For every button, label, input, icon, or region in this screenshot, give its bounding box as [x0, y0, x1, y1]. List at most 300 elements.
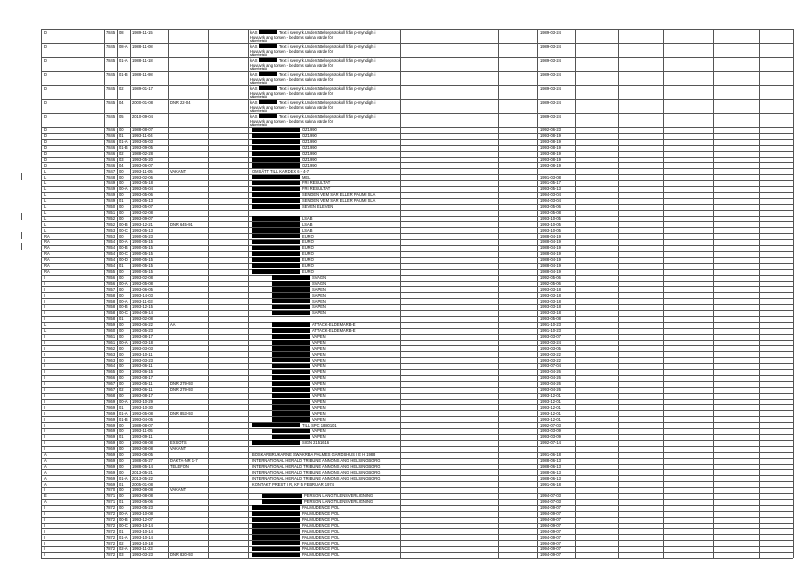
row-divider [41, 369, 793, 370]
row-date: 1993-08-08 [132, 440, 153, 446]
row-sub: 00-B [119, 221, 128, 227]
row-type: A [44, 469, 47, 475]
row-date-2: 1994-09-07 [540, 540, 561, 546]
row-description: OZ1990 [302, 145, 317, 150]
row-type: L [44, 186, 47, 192]
row-sub: 04 [119, 100, 124, 105]
row-divider [41, 310, 793, 311]
row-id: 7855 [106, 268, 116, 274]
row-sub: 02 [119, 387, 124, 393]
row-description: PALMUDENCE POL [302, 534, 340, 540]
redaction-box [272, 364, 310, 369]
row-text-line-2: Huvuvrk ang torsen - bedöms sakna värde för [250, 35, 334, 40]
row-id: 7858 [106, 298, 116, 304]
row-divider [41, 71, 793, 72]
row-date-2: 1993-03-24 [540, 339, 561, 345]
column-divider [117, 29, 118, 558]
row-date-2: 1989-03-24 [540, 114, 561, 119]
row-description: SAPEN [312, 310, 326, 316]
row-date-2: 1989-03-24 [540, 72, 561, 77]
row-sub: 03 [119, 552, 124, 558]
row-type: D [44, 58, 47, 63]
row-text-line-3: säkerhetslä [250, 109, 267, 113]
redaction-box [252, 198, 300, 203]
row-type: RA [44, 233, 50, 239]
row-type: RA [44, 239, 50, 245]
row-type: RA [44, 263, 50, 269]
row-divider [41, 351, 793, 352]
row-date-2: 1993-12-01 [540, 398, 561, 404]
row-divider [41, 387, 793, 388]
row-type: D [44, 44, 47, 49]
row-id: 7846 [106, 139, 116, 145]
redaction-box [252, 192, 300, 197]
row-date-2: 1992-06-23 [540, 127, 561, 133]
row-date-2: 1993-08-19 [540, 139, 561, 145]
row-sub: 00 [119, 357, 124, 363]
redaction-box [252, 541, 300, 546]
row-text-line-2: Huvuvrk ang torsen - bedöms sakna värde för [250, 63, 334, 68]
row-sub: 00-A [119, 398, 128, 404]
row-divider [41, 162, 793, 163]
row-sub: 00 [119, 392, 124, 398]
row-ref: VAKANT [170, 168, 187, 174]
redaction-box [252, 216, 300, 221]
row-type: I [44, 434, 46, 440]
row-text-line-2: Huvuvrk ang torsen - bedöms sakna värde för [250, 49, 334, 54]
row-description: OZ1990 [302, 133, 317, 139]
row-text-line-2: Huvuvrk ang torsen - bedöms sakna värde för [250, 91, 334, 96]
row-date: 1990-05-15 [132, 251, 153, 257]
row-description: INTERNATIONAL HERALD TRIBUNE ANNONS ANG HELSINGBORG [252, 457, 381, 463]
row-date-2: 1989-03-24 [540, 58, 561, 63]
row-id: 7849 [106, 180, 116, 186]
row-type: I [44, 552, 46, 558]
row-id: 7856 [106, 280, 116, 286]
column-divider [104, 29, 105, 558]
row-divider [41, 558, 793, 559]
row-id: 7857 [106, 286, 116, 292]
column-divider [618, 29, 619, 558]
row-divider [41, 304, 793, 305]
row-ref: EXSOTS [170, 440, 187, 446]
row-date-2: 1989-03-24 [540, 44, 561, 49]
row-type: I [44, 310, 46, 316]
row-sub: 00 [119, 215, 124, 221]
row-date: 1993-05-13 [132, 198, 153, 204]
row-id: 7850 [106, 204, 116, 210]
row-type: D [44, 162, 47, 168]
row-type: I [44, 540, 46, 546]
row-divider [41, 381, 793, 382]
row-description: EURO [302, 233, 314, 239]
row-id: 7845 [106, 114, 116, 119]
row-date: 1993-11-03 [132, 298, 153, 304]
redaction-box [272, 375, 310, 380]
row-sub: 00 [119, 469, 124, 475]
row-type: I [44, 357, 46, 363]
row-sub: 02 [119, 86, 124, 91]
row-divider [41, 528, 793, 529]
row-lead: kAS [250, 72, 258, 77]
row-divider [41, 428, 793, 429]
row-sub: 01-A [119, 139, 128, 145]
row-type: A [44, 463, 47, 469]
redaction-box [272, 370, 310, 375]
row-date: 1993-04-05 [132, 416, 153, 422]
row-text-line-3: säkerhetslä [250, 53, 267, 57]
row-id: 7851 [106, 209, 116, 215]
row-sub: 01 [119, 528, 124, 534]
row-text-line-2: Huvuvrk ang torsen - bedöms sakna värde för [250, 77, 334, 82]
row-date-2: 1994-07-03 [540, 499, 561, 505]
row-description: EURO [302, 251, 314, 257]
column-divider [168, 29, 169, 558]
row-type: L [44, 209, 47, 215]
row-text-line-2: Huvuvrk ang torsen - bedöms sakna värde för [250, 105, 334, 110]
row-date-2: 1993-04-26 [540, 369, 561, 375]
row-type: I [44, 546, 46, 552]
row-type: L [44, 215, 47, 221]
row-type: A [44, 475, 47, 481]
row-description: PALMUDENCE POL [302, 552, 340, 558]
row-date: 1993-02-06 [132, 174, 153, 180]
row-date-2: 1988-06-13 [540, 475, 561, 481]
row-text-line-1: Text i svenyrk.Underrättelseprotokoll från p-myndigh i [279, 72, 376, 77]
row-ref: VAKANT [170, 446, 187, 452]
row-date-2: 1993-03-05 [540, 345, 561, 351]
row-sub: 05 [119, 114, 124, 119]
row-date-2: 1993-12-01 [540, 416, 561, 422]
row-text-line-1: Text i svenyrk.Underrättelseprotokoll från p-myndigh i [279, 44, 376, 49]
row-date: 1993-10-14 [132, 528, 153, 534]
row-date: 1993-08-17 [132, 375, 153, 381]
row-date: 1993-09-05 [132, 145, 153, 150]
redaction-box [272, 293, 310, 298]
redaction-box [272, 393, 310, 398]
row-type: I [44, 392, 46, 398]
redaction-box [252, 228, 300, 233]
row-description: VAPEN [312, 369, 326, 375]
row-id: 7858 [106, 316, 116, 322]
row-date-2: 1993-12-01 [540, 392, 561, 398]
row-id: 7846 [106, 133, 116, 139]
row-date-2: 1994-07-03 [540, 493, 561, 499]
row-type: I [44, 369, 46, 375]
row-date-2: 1993-03-09 [540, 434, 561, 440]
redaction-box [272, 358, 310, 363]
column-divider [498, 29, 499, 558]
redaction-box [272, 340, 310, 345]
row-type: D [44, 114, 47, 119]
row-date-2: 1993-10-05 [540, 215, 561, 221]
row-divider [41, 363, 793, 364]
row-date: 1993-09-07 [132, 215, 153, 221]
redaction-box [252, 128, 300, 133]
row-date-2: 1993-05-13 [540, 186, 561, 192]
row-date-2: 1993-08-19 [540, 162, 561, 168]
redaction-box [272, 322, 310, 327]
row-date-2: 1991-06-18 [540, 481, 561, 487]
row-id: 7869 [106, 440, 116, 446]
row-id: 7872 [106, 511, 116, 517]
row-sub: 00 [119, 274, 124, 280]
row-id: 7845 [106, 72, 116, 77]
row-id: 7867 [106, 381, 116, 387]
row-sub: 01-A [119, 534, 128, 540]
row-divider [41, 523, 793, 524]
row-ref: DNR 820-93 [170, 552, 193, 558]
row-ref: DAKTA-NR 1-7 [170, 457, 198, 463]
row-type: I [44, 410, 46, 416]
row-id: 7869 [106, 475, 116, 481]
row-sub: 03 [119, 156, 124, 162]
row-sub: 04 [119, 162, 124, 168]
row-divider [41, 29, 793, 30]
row-date: 2010-09-04 [132, 114, 153, 119]
row-date: 1990-05-15 [132, 245, 153, 251]
row-text-line-1: Text i svenyrk.Underrättelseprotokoll från p-myndigh i [279, 86, 376, 91]
row-type: I [44, 428, 46, 434]
redaction-box [252, 181, 300, 186]
row-description: LSAB [302, 221, 313, 227]
row-date-2: 1988-04-19 [540, 245, 561, 251]
row-id: 7846 [106, 145, 116, 150]
row-id: 7869 [106, 457, 116, 463]
row-type: I [44, 351, 46, 357]
row-divider [41, 410, 793, 411]
redaction-box [272, 281, 310, 286]
redaction-box [252, 139, 300, 144]
row-sub: 01-B [119, 72, 128, 77]
row-divider [41, 186, 793, 187]
row-divider [41, 263, 793, 264]
row-id: 7867 [106, 387, 116, 393]
row-sub: 00 [119, 375, 124, 381]
row-id: 7869 [106, 404, 116, 410]
row-date: 1993-02-08 [132, 316, 153, 322]
row-sub: 00-A [119, 239, 128, 245]
row-date: 1993-05-23 [132, 505, 153, 511]
redaction-box [252, 517, 300, 522]
row-sub: 00-B [119, 245, 128, 251]
row-sub: 02 [119, 540, 124, 546]
row-date-2: 1993-03-22 [540, 357, 561, 363]
row-date-2: 1988-06-13 [540, 469, 561, 475]
row-id: 7858 [106, 310, 116, 316]
row-date-2: 1992-05-06 [540, 280, 561, 286]
row-divider [41, 257, 793, 258]
row-divider [41, 133, 793, 134]
redaction-box [252, 240, 300, 245]
row-date: 1993-05-23 [132, 328, 153, 334]
row-description: SEVEN ELEVEN [302, 204, 334, 210]
row-divider [41, 157, 793, 158]
row-id: 7872 [106, 546, 116, 552]
row-divider [41, 464, 793, 465]
redaction-box [272, 346, 310, 351]
column-divider [713, 29, 714, 558]
row-sub: 00 [119, 381, 124, 387]
redaction-box [259, 86, 277, 90]
row-divider [41, 221, 793, 222]
redaction-box [252, 523, 300, 528]
row-id: 7846 [106, 156, 116, 162]
row-date: 1993-05-18 [132, 180, 153, 186]
row-date-2: 1993-03-07 [540, 333, 561, 339]
row-divider [41, 404, 793, 405]
row-description: VAPEN [312, 345, 326, 351]
row-date: 1993-08-08 [132, 487, 153, 493]
row-date: 1993-06-15 [132, 369, 153, 375]
row-type: I [44, 339, 46, 345]
row-text-line-3: säkerhetslä [250, 123, 267, 127]
row-description: VAPEN [312, 428, 326, 434]
row-date-2: 1993-07-04 [540, 363, 561, 369]
redaction-box [252, 535, 300, 540]
row-date: 1993-12-15 [132, 304, 153, 310]
row-text-line-1: Text i svenyrk.Underrättelseprotokoll från p-myndigh i [279, 58, 376, 63]
row-sub: 00 [119, 452, 124, 458]
row-description: PALMUDENCE POL [302, 505, 340, 511]
row-id: 7869 [106, 410, 116, 416]
row-sub: 01-B [119, 416, 128, 422]
row-type: RA [44, 245, 50, 251]
redaction-box [259, 58, 277, 62]
row-divider [41, 434, 793, 435]
row-lead: kAS [250, 86, 258, 91]
row-type: D [44, 100, 47, 105]
row-ref: DNR 279-93 [170, 381, 193, 387]
row-description: VAPEN [312, 398, 326, 404]
redaction-box [259, 30, 277, 34]
row-divider [41, 481, 793, 482]
redaction-box [272, 275, 310, 280]
row-description: OMSÄTT TILL KARDEX 6 - 4-7 [252, 168, 310, 174]
row-sub: 00-A [119, 511, 128, 517]
row-divider [41, 233, 793, 234]
row-type: D [44, 72, 47, 77]
row-sub: 02-A [119, 546, 128, 552]
redaction-box [272, 435, 310, 440]
row-ref: DNR 279-93 [170, 387, 193, 393]
redaction-box [272, 352, 310, 357]
row-id: 7852 [106, 215, 116, 221]
row-divider [41, 192, 793, 193]
row-id: 7845 [106, 86, 116, 91]
row-date-2: 1994-09-07 [540, 534, 561, 540]
row-sub: 00 [119, 487, 124, 493]
row-date: 2000-01-08 [132, 100, 153, 105]
redaction-box [259, 72, 277, 76]
row-date: 1988-05-14 [132, 463, 153, 469]
row-id: 7845 [106, 30, 116, 35]
row-date: 1993-08-17 [132, 333, 153, 339]
redaction-box [252, 175, 300, 180]
redaction-box [252, 246, 300, 251]
row-text-line-2: Huvuvrk ang torsen - bedöms sakna värde för [250, 119, 334, 124]
redaction-box [272, 381, 310, 386]
row-type: I [44, 316, 46, 322]
row-sub: 00-C [119, 522, 128, 528]
row-date-2: 1993-08-19 [540, 150, 561, 156]
row-type: L [44, 174, 47, 180]
row-type: I [44, 505, 46, 511]
row-id: 7861 [106, 339, 116, 345]
row-lead: kAS [250, 100, 258, 105]
row-date: 1993-08-08 [132, 493, 153, 499]
row-sub: 00 [119, 440, 124, 446]
row-type: I [44, 416, 46, 422]
row-divider [41, 416, 793, 417]
row-sub: 01-B [119, 145, 128, 150]
row-date-2: 1991-05-17 [540, 180, 561, 186]
row-date: 1993-09-11 [132, 434, 153, 440]
row-id: 7854 [106, 257, 116, 263]
row-type: I [44, 333, 46, 339]
row-sub: 00 [119, 192, 124, 198]
row-id: 7845 [106, 44, 116, 49]
row-date: 1993-06-22 [132, 322, 153, 328]
row-date-2: 1993-08-19 [540, 133, 561, 139]
row-type: I [44, 487, 46, 493]
row-sub: 00-A [119, 298, 128, 304]
row-date-2: 1989-03-24 [540, 30, 561, 35]
row-type: A [44, 457, 47, 463]
row-description: TILL SPC 1880101 [302, 422, 337, 428]
redaction-box [252, 133, 300, 138]
row-type: I [44, 280, 46, 286]
row-date: 1993-05-13 [132, 227, 153, 233]
row-description: INTERNATIONAL HERALD TRIBUNE ANNONS ANG HELSINGBORG [252, 463, 381, 469]
row-divider [41, 298, 793, 299]
row-description: ATTACK-ELDEMARB-E [312, 328, 356, 334]
row-type: I [44, 528, 46, 534]
row-date: 1993-08-17 [132, 392, 153, 398]
row-date-2: 1994-09-07 [540, 522, 561, 528]
row-description: VAPEN [312, 434, 326, 440]
row-id: 7870 [106, 487, 116, 493]
row-description: LSAB [302, 215, 313, 221]
row-divider [41, 198, 793, 199]
row-id: 7863 [106, 357, 116, 363]
row-sub: 00-B [119, 516, 128, 522]
row-type: L [44, 328, 47, 334]
row-description: EURO [302, 257, 314, 263]
row-date: 1993-05-08 [132, 410, 153, 416]
row-date-2: 1993-10-05 [540, 221, 561, 227]
row-id: 7845 [106, 58, 116, 63]
row-description: SENDEN VEM SÄR ELLER PAUMI SLA [302, 192, 376, 198]
row-divider [41, 281, 793, 282]
row-date: 1993-03-23 [132, 357, 153, 363]
row-description: VAPEN [312, 410, 326, 416]
row-date: 1993-02-08 [132, 209, 153, 215]
row-description: EURO [302, 268, 314, 274]
column-divider [663, 29, 664, 558]
row-date: 1993-11-23 [132, 546, 153, 552]
row-id: 7869 [106, 422, 116, 428]
row-description: FRI RESULTAT [302, 180, 331, 186]
redaction-box [252, 251, 300, 256]
redaction-box [252, 423, 300, 428]
redaction-box [252, 204, 300, 209]
row-description: VAPEN [312, 392, 326, 398]
row-divider [41, 499, 793, 500]
redaction-box [259, 114, 277, 118]
row-id: 7854 [106, 245, 116, 251]
row-id: 7852 [106, 221, 116, 227]
